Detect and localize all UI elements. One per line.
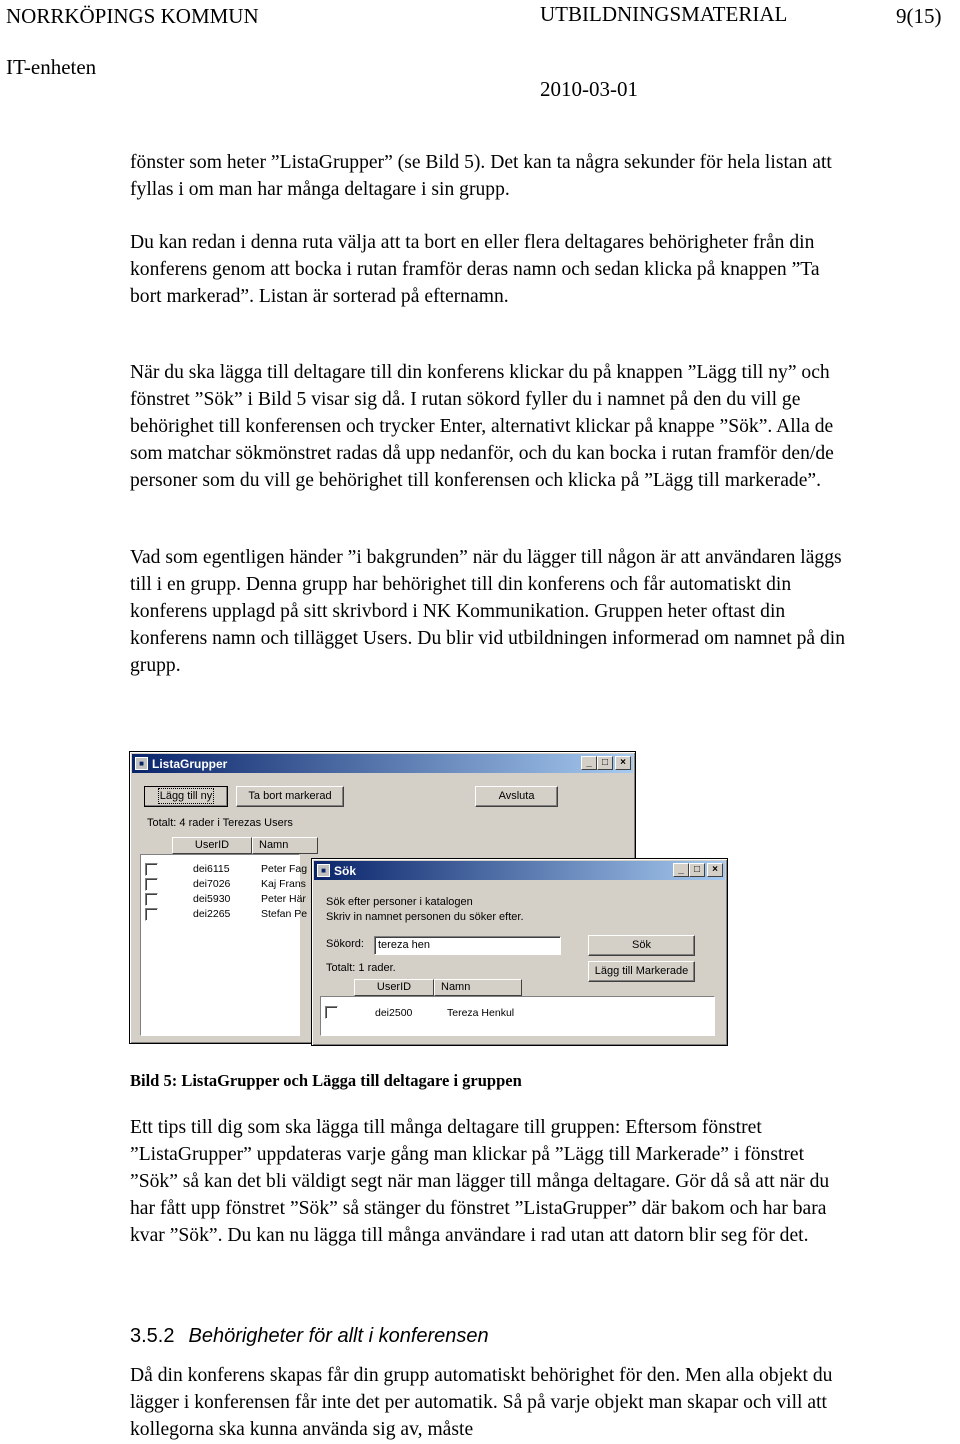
paragraph-2: Du kan redan i denna ruta välja att ta bort en eller flera deltagares behörigheter från din konferens genom att bocka i rutan framför deras namn och sedan klicka på knappen ”Ta bort markerad”. Listan är sorterad på efternamn. (130, 232, 820, 307)
section-number: 3.5.2 (130, 1325, 175, 1347)
row-userid: dei2500 (375, 1007, 413, 1019)
paragraph-3: När du ska lägga till deltagare till din konferens klickar du på knappen ”Lägg till ny” och fönstret ”Sök” i Bild 5 visar sig då. I rutan sökord fyller du i namnet på den du vill ge behörighet till konferensen och trycker Enter, alternativt klickar på knappe ”Sök”. Alla de som matchar sökmönstret radas då upp nedanför, och du kan bocka i rutan framför den/de personer som du vill ge behörighet till konferensen och klicka på ”Lägg till markerade”. (130, 362, 834, 491)
section-title: Behörigheter för allt i konferensen (188, 1325, 489, 1347)
column-name[interactable]: Namn (434, 979, 522, 996)
sok-list (320, 996, 715, 1036)
row-name: Kaj Frans (261, 878, 306, 890)
row-name: Tereza Henkul (447, 1007, 515, 1019)
header-date: 2010-03-01 (540, 77, 638, 101)
listagrupper-titlebar (132, 754, 633, 773)
figure-caption: Bild 5: ListaGrupper och Lägga till deltagare i gruppen (130, 1071, 522, 1090)
add-new-button[interactable] (144, 786, 228, 807)
app-icon: ■ (317, 864, 330, 877)
figure-screenshot (129, 751, 726, 1044)
sok-title: Sök (334, 863, 357, 878)
close-button[interactable]: × (707, 863, 723, 877)
header-unit: IT-enheten (6, 55, 97, 79)
header-page-number: 9(15) (896, 4, 942, 28)
sok-heading: Sök efter personer i katalogen (326, 896, 473, 908)
sok-total: Totalt: 1 rader. (326, 962, 396, 974)
cancel-button[interactable]: Avsluta (475, 786, 558, 807)
close-button[interactable]: × (615, 756, 631, 770)
listagrupper-total: Totalt: 4 rader i Terezas Users (147, 817, 293, 829)
row-checkbox[interactable] (145, 878, 158, 891)
paragraph-5: Ett tips till dig som ska lägga till många deltagare till gruppen: Eftersom fönstret ”ListaGrupper” uppdateras varje gång man klickar på ”Lägg till Markerade” i fönstret ”Sök” så kan det bli väldigt segt när man lägger till många deltagare. Gör då så att när du har fått upp fönstret ”Sök” så stänger du fönstret ”ListaGrupper” där bakom och har bara kvar ”Sök”. Du kan nu lägga till många användare i rad utan att datorn blir seg för det. (130, 1117, 830, 1246)
listagrupper-list (140, 854, 308, 1036)
maximize-button[interactable]: □ (689, 863, 705, 877)
search-button[interactable]: Sök (588, 935, 695, 956)
row-userid: dei2265 (193, 908, 231, 920)
add-marked-button[interactable]: Lägg till Markerade (588, 961, 695, 982)
row-checkbox[interactable] (145, 893, 158, 906)
paragraph-1: fönster som heter ”ListaGrupper” (se Bild 5). Det kan ta några sekunder för hela listan att fyllas i om man har många deltagare i sin grupp. (130, 152, 832, 200)
row-name: Stefan Pe (261, 908, 308, 920)
section-heading (130, 1325, 489, 1348)
row-name: Peter Fag (261, 863, 308, 875)
row-userid: dei7026 (193, 878, 231, 890)
row-checkbox[interactable] (145, 908, 158, 921)
row-name: Peter Här (261, 893, 306, 905)
paragraph-4: Vad som egentligen händer ”i bakgrunden” när du lägger till någon är att användaren läggs till i en grupp. Denna grupp har behörighet till din konferens och får automatiskt din konferens upplagd på sitt skrivbord i NK Kommunikation. Gruppen heter oftast din konferens namn och tillägget Users. Du blir vid utbildningen informerad om namnet på din grupp. (130, 547, 846, 676)
column-userid[interactable]: UserID (172, 837, 252, 854)
listagrupper-title: ListaGrupper (152, 756, 228, 771)
maximize-button[interactable]: □ (597, 756, 613, 770)
header-doc-type: UTBILDNINGSMATERIAL (540, 2, 788, 26)
sok-instruction: Skriv in namnet personen du söker efter. (326, 911, 524, 923)
add-new-label: Lägg till ny (159, 790, 213, 802)
remove-marked-button[interactable]: Ta bort markerad (236, 786, 344, 807)
column-userid[interactable]: UserID (354, 979, 434, 996)
paragraph-6: Då din konferens skapas får din grupp automatiskt behörighet för den. Men alla objekt du lägger i konferensen får inte det per automatik. Så på varje objekt man skapar och vill att kollegorna ska kunna använda sig av, måste (130, 1365, 833, 1440)
row-userid: dei6115 (193, 863, 230, 875)
header-org: NORRKÖPINGS KOMMUN (6, 4, 259, 28)
minimize-button[interactable]: _ (581, 756, 597, 770)
row-checkbox[interactable] (325, 1006, 338, 1019)
listagrupper-column-header (172, 837, 318, 854)
sok-titlebar (314, 861, 725, 880)
row-userid: dei5930 (193, 893, 231, 905)
app-icon: ■ (135, 757, 148, 770)
minimize-button[interactable]: _ (673, 863, 689, 877)
column-name[interactable]: Namn (252, 837, 318, 854)
keyword-label: Sökord: (326, 938, 364, 950)
sok-column-header (354, 979, 522, 996)
sok-window (311, 858, 728, 1046)
row-checkbox[interactable] (145, 863, 158, 876)
keyword-input[interactable]: tereza hen (374, 936, 561, 955)
